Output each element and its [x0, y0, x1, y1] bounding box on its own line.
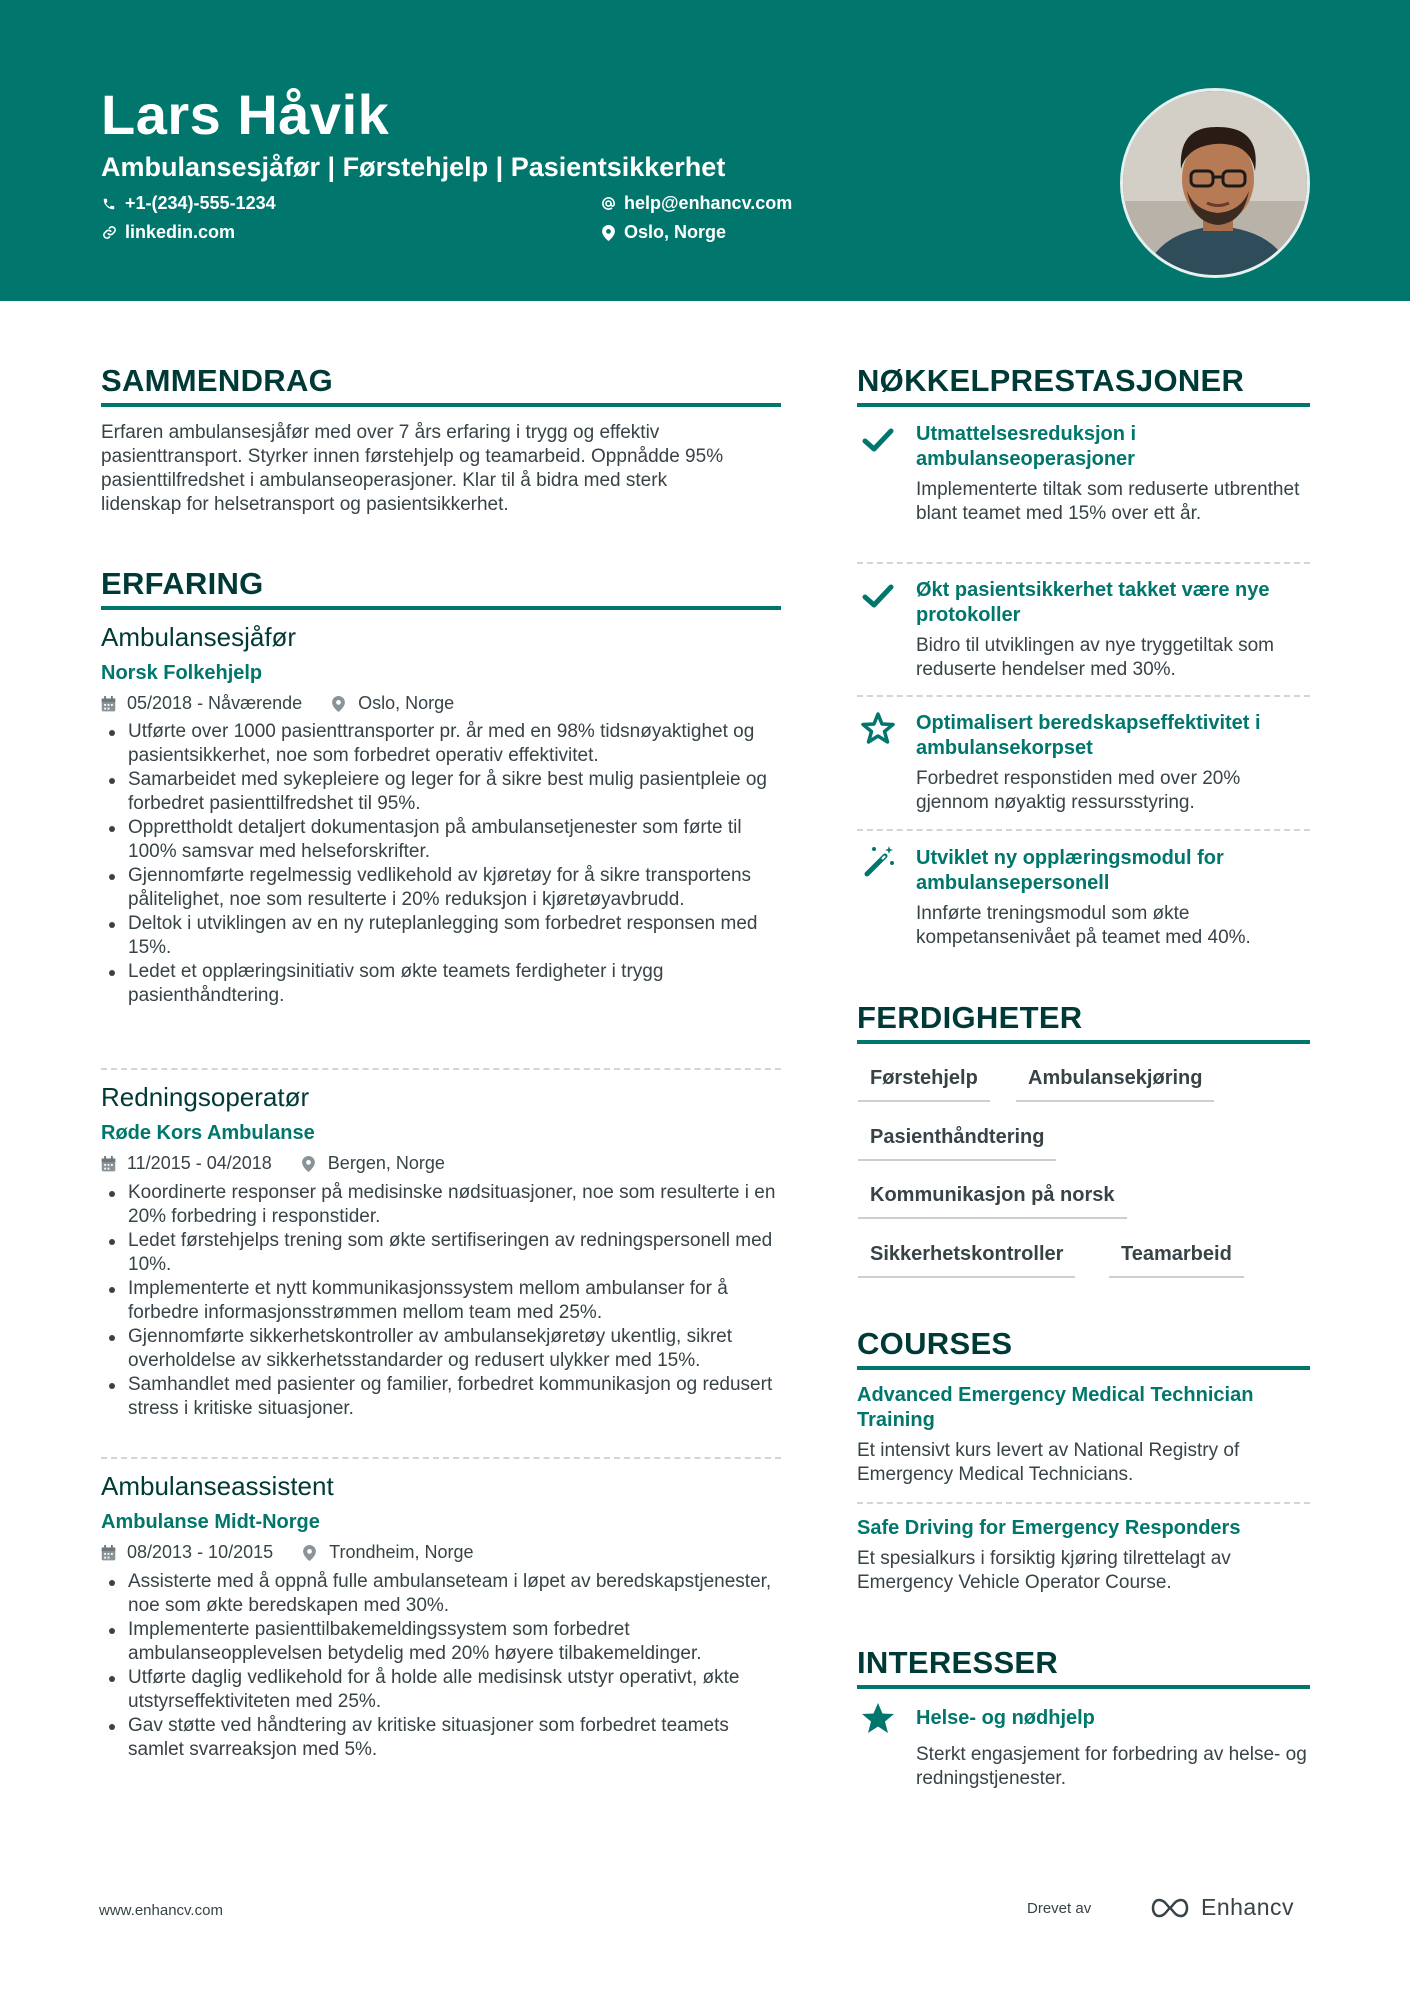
job-location: Trondheim, Norge	[329, 1542, 474, 1562]
candidate-title: Ambulansesjåfør | Førstehjelp | Pasientsikkerhet	[101, 152, 726, 182]
location-pin-icon	[303, 1545, 319, 1561]
candidate-name: Lars Håvik	[101, 83, 390, 146]
list-item: Gjennomførte regelmessig vedlikehold av kjøretøy for å sikre transportens pålitelighet, noe som resulterte i 20% reduksjon i kjøretøyavbrudd.	[101, 864, 781, 912]
summary-text: Erfaren ambulansesjåfør med over 7 års erfaring i trygg og effektiv pasienttransport. Styrker innen førstehjelp og teamarbeid. Oppnådde 95% pasienttilfredshet i ambulanseoperasjoner. Klar til å bidra med sterk lidenskap for helsetransport og pasientsikkerhet.	[101, 422, 724, 515]
calendar-icon	[101, 1156, 117, 1172]
calendar-icon	[101, 696, 117, 712]
courses-heading: COURSES	[857, 1326, 1013, 1361]
job-bullets	[101, 1181, 781, 1421]
achievements-heading: NØKKELPRESTASJONER	[857, 363, 1245, 398]
job-title: Ambulanseassistent	[101, 1471, 334, 1501]
footer-url[interactable]: www.enhancv.com	[99, 1902, 223, 1919]
location-pin-icon	[302, 1156, 318, 1172]
list-item: Ledet førstehjelps trening som økte sertifiseringen av redningspersonell med 10%.	[101, 1229, 781, 1277]
job-title: Redningsoperatør	[101, 1082, 310, 1112]
list-item: Koordinerte responser på medisinske nødsituasjoner, noe som resulterte i en 20% forbedring i responstider.	[101, 1181, 781, 1229]
enhancv-logo[interactable]	[1147, 1894, 1294, 1921]
summary-rule	[101, 403, 781, 407]
divider	[857, 829, 1310, 831]
contact-location	[600, 222, 726, 243]
courses-rule	[857, 1366, 1310, 1370]
star-outline-icon	[860, 710, 896, 746]
contact-phone[interactable]	[101, 193, 276, 214]
achievement-title: Utviklet ny opplæringsmodul for ambulansepersonell	[916, 847, 1224, 894]
job-title: Ambulansesjåfør	[101, 622, 297, 652]
company-name: Røde Kors Ambulanse	[101, 1122, 315, 1144]
achievement-title: Optimalisert beredskapseffektivitet i ambulansekorpset	[916, 712, 1261, 759]
list-item: Samhandlet med pasienter og familier, forbedret kommunikasjon og redusert stress i kritiske situasjoner.	[101, 1373, 781, 1421]
job-location: Bergen, Norge	[327, 1153, 445, 1173]
divider	[857, 695, 1310, 697]
magic-wand-icon	[860, 843, 896, 879]
interest-title: Helse- og nødhjelp	[916, 1707, 1095, 1729]
achievement-desc: Innførte treningsmodul som økte kompetansenivået på teamet med 40%.	[916, 903, 1251, 948]
achievements-rule	[857, 403, 1310, 407]
achievement-title: Utmattelsesreduksjon i ambulanseoperasjoner	[916, 423, 1137, 470]
skill-tag: Førstehjelp	[858, 1067, 990, 1102]
divider	[857, 1502, 1310, 1504]
divider	[857, 562, 1310, 564]
skill-tag: Ambulansekjøring	[1016, 1067, 1214, 1102]
achievement-desc: Implementerte tiltak som reduserte utbrenthet blant teamet med 15% over ett år.	[916, 479, 1300, 524]
skill-tag: Teamarbeid	[1109, 1243, 1244, 1278]
interests-rule	[857, 1685, 1310, 1689]
list-item: Assisterte med å oppnå fulle ambulanseteam i løpet av beredskapstjenester, noe som økte beredskapen med 30%.	[101, 1570, 781, 1618]
link-icon	[101, 225, 117, 241]
list-item: Implementerte pasienttilbakemeldingssystem som forbedret ambulanseopplevelsen betydelig med 20% høyere tilbakemeldinger.	[101, 1618, 781, 1666]
experience-heading: ERFARING	[101, 566, 264, 601]
job-dates: 11/2015 - 04/2018	[127, 1153, 272, 1173]
resume-header	[0, 0, 1410, 301]
footer-powered-by: Drevet av	[1027, 1900, 1092, 1917]
course-title: Safe Driving for Emergency Responders	[857, 1517, 1241, 1539]
skills-heading: FERDIGHETER	[857, 1000, 1083, 1035]
job-location: Oslo, Norge	[358, 693, 455, 713]
contact-email[interactable]	[600, 193, 792, 214]
job-meta	[101, 693, 454, 714]
job-meta	[101, 1542, 474, 1563]
location-pin-icon	[332, 696, 348, 712]
list-item: Utførte daglig vedlikehold for å holde alle medisinsk utstyr operativt, økte utstyrseffektiviteten med 25%.	[101, 1666, 781, 1714]
contact-linkedin[interactable]	[101, 222, 235, 243]
skill-tag: Sikkerhetskontroller	[858, 1243, 1075, 1278]
linkedin-text: linkedin.com	[125, 222, 236, 242]
skill-tag: Kommunikasjon på norsk	[858, 1184, 1127, 1219]
interests-heading: INTERESSER	[857, 1645, 1059, 1680]
course-desc: Et intensivt kurs levert av National Registry of Emergency Medical Technicians.	[857, 1440, 1240, 1485]
company-name: Ambulanse Midt-Norge	[101, 1511, 320, 1533]
course-desc: Et spesialkurs i forsiktig kjøring tilrettelagt av Emergency Vehicle Operator Course.	[857, 1548, 1231, 1593]
list-item: Implementerte et nytt kommunikasjonssystem mellom ambulanser for å forbedre informasjonsstrømmen mellom team med 25%.	[101, 1277, 781, 1325]
list-item: Deltok i utviklingen av en ny ruteplanlegging som forbedret responsen med 15%.	[101, 912, 781, 960]
skill-tag: Pasienthåndtering	[858, 1126, 1056, 1161]
summary-heading: SAMMENDRAG	[101, 363, 334, 398]
list-item: Opprettholdt detaljert dokumentasjon på ambulansetjenester som førte til 100% samsvar med helseforskrifter.	[101, 816, 781, 864]
course-title: Advanced Emergency Medical Technician Training	[857, 1384, 1254, 1431]
checkmark-icon	[860, 422, 896, 458]
location-text: Oslo, Norge	[624, 222, 727, 242]
brand-name: Enhancv	[1201, 1894, 1295, 1920]
list-item: Utførte over 1000 pasienttransporter pr. år med en 98% tidsnøyaktighet og pasientsikkerhet, noe som forbedret operativ effektivitet.	[101, 720, 781, 768]
email-text: help@enhancv.com	[624, 193, 793, 213]
phone-text: +1-(234)-555-1234	[125, 193, 276, 213]
divider	[101, 1457, 781, 1459]
interest-desc: Sterkt engasjement for forbedring av helse- og redningstjenester.	[916, 1744, 1307, 1789]
job-dates: 08/2013 - 10/2015	[127, 1542, 274, 1562]
list-item: Ledet et opplæringsinitiativ som økte teamets ferdigheter i trygg pasienthåndtering.	[101, 960, 781, 1008]
list-item: Samarbeidet med sykepleiere og leger for å sikre best mulig pasientpleie og forbedret pasienttilfredshet til 95%.	[101, 768, 781, 816]
calendar-icon	[101, 1545, 117, 1561]
phone-icon	[101, 196, 117, 212]
list-item: Gjennomførte sikkerhetskontroller av ambulansekjøretøy ukentlig, sikret overholdelse av sikkerhetsstandarder og redusert ulykker med 15%.	[101, 1325, 781, 1373]
skills-rule	[857, 1040, 1310, 1044]
infinity-logo-icon	[1147, 1896, 1193, 1920]
achievement-title: Økt pasientsikkerhet takket være nye protokoller	[916, 579, 1270, 626]
at-icon	[600, 196, 616, 212]
location-pin-icon	[600, 225, 616, 241]
company-name: Norsk Folkehjelp	[101, 662, 263, 684]
achievement-desc: Forbedret responstiden med over 20% gjennom nøyaktig ressursstyring.	[916, 768, 1241, 813]
divider	[101, 1068, 781, 1070]
job-bullets	[101, 720, 781, 1008]
list-item: Gav støtte ved håndtering av kritiske situasjoner som forbedret teamets samlet svarreaksjon med 5%.	[101, 1714, 781, 1762]
job-dates: 05/2018 - Nåværende	[127, 693, 303, 713]
job-meta	[101, 1153, 445, 1174]
experience-rule	[101, 606, 781, 610]
achievement-desc: Bidro til utviklingen av nye tryggetiltak som reduserte hendelser med 30%.	[916, 635, 1274, 680]
job-bullets	[101, 1570, 781, 1762]
star-icon	[860, 1700, 896, 1736]
checkmark-icon	[860, 578, 896, 614]
avatar	[1120, 88, 1310, 278]
